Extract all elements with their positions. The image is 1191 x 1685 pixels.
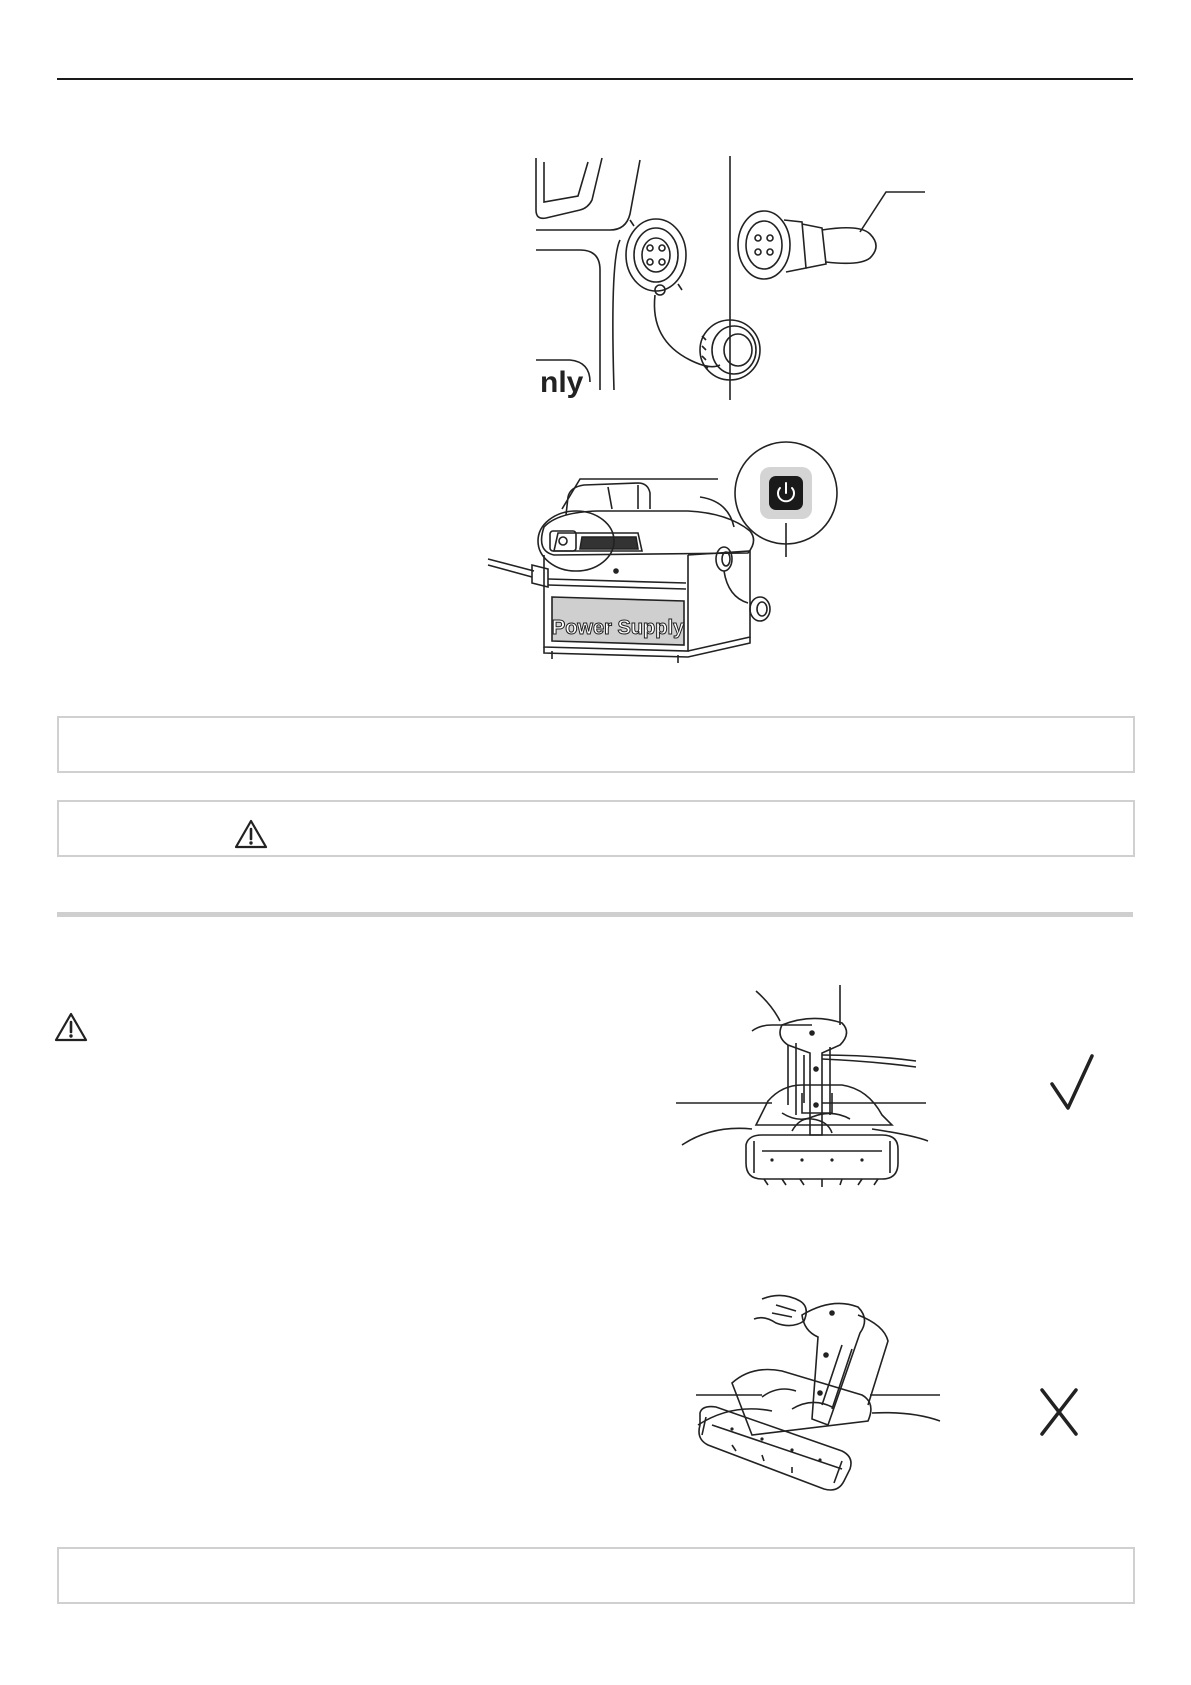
warning-icon xyxy=(234,819,268,849)
power-supply-illustration xyxy=(488,437,848,682)
note-box-1 xyxy=(57,716,1135,773)
robot-lift-incorrect-illustration xyxy=(692,1285,942,1505)
power-supply-label: Power Supply xyxy=(551,617,685,639)
top-rule xyxy=(57,78,1133,80)
check-mark-icon xyxy=(1048,1052,1096,1112)
warning-icon xyxy=(54,1012,88,1042)
note-box-2 xyxy=(57,800,1135,857)
cable-connector-illustration xyxy=(530,150,950,400)
section-divider xyxy=(57,912,1133,917)
note-box-3 xyxy=(57,1547,1135,1604)
housing-mark-text: nly xyxy=(540,366,584,399)
cross-mark-icon xyxy=(1038,1386,1080,1438)
robot-lift-correct-illustration xyxy=(672,985,932,1190)
